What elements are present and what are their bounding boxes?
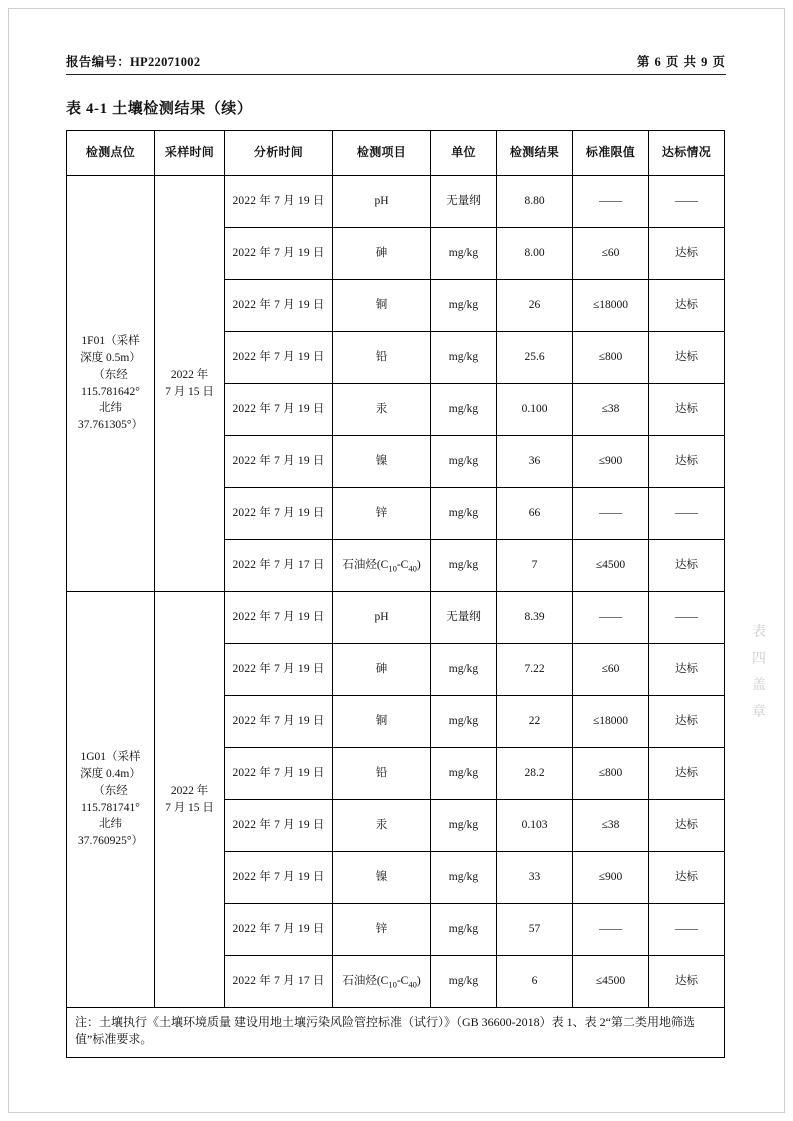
cell-item: pH xyxy=(333,176,431,228)
page-mid: 页 共 xyxy=(665,55,697,69)
cell-limit: ≤4500 xyxy=(573,540,649,592)
cell-limit: ≤18000 xyxy=(573,280,649,332)
cell-unit: mg/kg xyxy=(431,540,497,592)
margin-mark: 章 xyxy=(752,704,766,720)
document-header xyxy=(66,52,726,75)
report-number-value: HP22071002 xyxy=(130,55,201,69)
cell-status: —— xyxy=(649,592,725,644)
cell-result: 0.100 xyxy=(497,384,573,436)
cell-analysis-time: 2022 年 7 月 19 日 xyxy=(225,384,333,436)
site-line: 37.761305°） xyxy=(78,418,143,431)
site-line: 深度 0.5m） xyxy=(80,352,141,365)
cell-result: 33 xyxy=(497,852,573,904)
cell-item: 镍 xyxy=(333,436,431,488)
cell-item: 锌 xyxy=(333,488,431,540)
item-sub: 10 xyxy=(388,978,397,989)
cell-unit: mg/kg xyxy=(431,956,497,1008)
cell-item: 铅 xyxy=(333,332,431,384)
table-note: 注：土壤执行《土壤环境质量 建设用地土壤污染风险管控标准（试行）》（GB 36600-2018）表 1、表 2“第二类用地筛选值”标准要求。 xyxy=(67,1008,725,1058)
column-header-analysis-time: 分析时间 xyxy=(225,131,333,176)
cell-analysis-time: 2022 年 7 月 19 日 xyxy=(225,228,333,280)
cell-result: 28.2 xyxy=(497,748,573,800)
site-line: 115.781642° xyxy=(81,385,140,398)
cell-analysis-time: 2022 年 7 月 19 日 xyxy=(225,280,333,332)
page-content xyxy=(66,52,726,1058)
cell-status: 达标 xyxy=(649,540,725,592)
cell-limit: ≤60 xyxy=(573,228,649,280)
cell-status: 达标 xyxy=(649,852,725,904)
cell-limit: ≤18000 xyxy=(573,696,649,748)
margin-stamp-marks xyxy=(739,620,779,726)
cell-item: 铜 xyxy=(333,696,431,748)
cell-result: 0.103 xyxy=(497,800,573,852)
cell-result: 66 xyxy=(497,488,573,540)
margin-mark: 盖 xyxy=(752,678,766,694)
site-line: （东经 xyxy=(93,368,128,381)
sample-time-line: 7 月 15 日 xyxy=(165,801,214,814)
page-indicator xyxy=(637,52,726,70)
cell-status: 达标 xyxy=(649,280,725,332)
cell-unit: mg/kg xyxy=(431,384,497,436)
sample-time-line: 2022 年 xyxy=(170,368,209,381)
page-prefix: 第 xyxy=(636,55,651,69)
margin-mark: 四 xyxy=(752,651,766,667)
cell-result: 26 xyxy=(497,280,573,332)
cell-status: —— xyxy=(649,488,725,540)
cell-item: 锌 xyxy=(333,904,431,956)
column-header-site: 检测点位 xyxy=(67,131,155,176)
cell-status: —— xyxy=(649,176,725,228)
report-number xyxy=(66,52,200,70)
cell-analysis-time: 2022 年 7 月 17 日 xyxy=(225,540,333,592)
column-header-item: 检测项目 xyxy=(333,131,431,176)
cell-unit: mg/kg xyxy=(431,748,497,800)
cell-item: 汞 xyxy=(333,384,431,436)
cell-analysis-time: 2022 年 7 月 19 日 xyxy=(225,176,333,228)
cell-analysis-time: 2022 年 7 月 19 日 xyxy=(225,332,333,384)
cell-analysis-time: 2022 年 7 月 17 日 xyxy=(225,956,333,1008)
item-sub: 10 xyxy=(388,562,397,573)
column-header-limit: 标准限值 xyxy=(573,131,649,176)
cell-analysis-time: 2022 年 7 月 19 日 xyxy=(225,696,333,748)
cell-limit: —— xyxy=(573,176,649,228)
site-line: 深度 0.4m） xyxy=(80,768,141,781)
cell-unit: mg/kg xyxy=(431,488,497,540)
cell-item: pH xyxy=(333,592,431,644)
cell-result: 8.00 xyxy=(497,228,573,280)
cell-result: 8.39 xyxy=(497,592,573,644)
cell-item: 砷 xyxy=(333,644,431,696)
cell-sample-time xyxy=(155,176,225,592)
cell-status: 达标 xyxy=(649,748,725,800)
cell-analysis-time: 2022 年 7 月 19 日 xyxy=(225,644,333,696)
page-current: 6 xyxy=(654,55,662,69)
cell-unit: mg/kg xyxy=(431,644,497,696)
cell-limit: ≤900 xyxy=(573,436,649,488)
cell-item xyxy=(333,540,431,592)
cell-limit: ≤900 xyxy=(573,852,649,904)
site-line: 37.760925°） xyxy=(78,834,143,847)
cell-status: 达标 xyxy=(649,956,725,1008)
cell-status: 达标 xyxy=(649,644,725,696)
cell-unit: mg/kg xyxy=(431,228,497,280)
table-note-row xyxy=(67,1008,725,1058)
cell-limit: ≤800 xyxy=(573,748,649,800)
item-text: ) xyxy=(416,974,421,987)
site-line: 1G01（采样 xyxy=(80,751,141,764)
cell-status: 达标 xyxy=(649,384,725,436)
site-line: （东经 xyxy=(93,784,128,797)
cell-result: 25.6 xyxy=(497,332,573,384)
cell-item: 砷 xyxy=(333,228,431,280)
page-total: 9 xyxy=(701,55,709,69)
cell-analysis-time: 2022 年 7 月 19 日 xyxy=(225,748,333,800)
table-row xyxy=(67,176,725,228)
item-sub: 40 xyxy=(408,978,417,989)
item-sub: 40 xyxy=(408,562,417,573)
cell-analysis-time: 2022 年 7 月 19 日 xyxy=(225,852,333,904)
sample-time-line: 7 月 15 日 xyxy=(165,385,214,398)
cell-sample-time xyxy=(155,592,225,1008)
cell-result: 22 xyxy=(497,696,573,748)
cell-item: 镍 xyxy=(333,852,431,904)
cell-unit: mg/kg xyxy=(431,696,497,748)
cell-unit: 无量纲 xyxy=(431,176,497,228)
cell-unit: mg/kg xyxy=(431,904,497,956)
cell-unit: 无量纲 xyxy=(431,592,497,644)
sample-time-line: 2022 年 xyxy=(170,784,209,797)
item-text: -C xyxy=(396,558,409,571)
cell-status: 达标 xyxy=(649,800,725,852)
cell-item: 铅 xyxy=(333,748,431,800)
table-row xyxy=(67,592,725,644)
cell-unit: mg/kg xyxy=(431,280,497,332)
cell-limit: ≤800 xyxy=(573,332,649,384)
cell-site xyxy=(67,176,155,592)
site-line: 北纬 xyxy=(99,818,122,831)
cell-limit: —— xyxy=(573,488,649,540)
cell-item: 汞 xyxy=(333,800,431,852)
cell-result: 7.22 xyxy=(497,644,573,696)
cell-unit: mg/kg xyxy=(431,852,497,904)
site-line: 北纬 xyxy=(99,402,122,415)
item-text: 石油烃(C xyxy=(342,974,389,987)
cell-result: 57 xyxy=(497,904,573,956)
cell-limit: ≤4500 xyxy=(573,956,649,1008)
cell-result: 6 xyxy=(497,956,573,1008)
cell-status: —— xyxy=(649,904,725,956)
cell-limit: ≤38 xyxy=(573,384,649,436)
margin-mark: 表 xyxy=(752,625,766,640)
item-text: -C xyxy=(396,974,409,987)
column-header-status: 达标情况 xyxy=(649,131,725,176)
cell-unit: mg/kg xyxy=(431,436,497,488)
item-text: ) xyxy=(416,558,421,571)
cell-result: 7 xyxy=(497,540,573,592)
cell-status: 达标 xyxy=(649,696,725,748)
report-number-label: 报告编号： xyxy=(66,55,131,69)
table-header-row xyxy=(67,131,725,176)
cell-status: 达标 xyxy=(649,436,725,488)
column-header-result: 检测结果 xyxy=(497,131,573,176)
cell-result: 36 xyxy=(497,436,573,488)
site-line: 1F01（采样 xyxy=(81,335,140,348)
cell-unit: mg/kg xyxy=(431,800,497,852)
cell-result: 8.80 xyxy=(497,176,573,228)
cell-analysis-time: 2022 年 7 月 19 日 xyxy=(225,800,333,852)
column-header-unit: 单位 xyxy=(431,131,497,176)
cell-limit: ≤60 xyxy=(573,644,649,696)
soil-results-table xyxy=(66,130,725,1058)
page-suffix: 页 xyxy=(712,55,726,69)
cell-item xyxy=(333,956,431,1008)
cell-analysis-time: 2022 年 7 月 19 日 xyxy=(225,904,333,956)
column-header-sample-time: 采样时间 xyxy=(155,131,225,176)
cell-limit: ≤38 xyxy=(573,800,649,852)
cell-status: 达标 xyxy=(649,332,725,384)
cell-limit: —— xyxy=(573,592,649,644)
table-title: 表 4-1 土壤检测结果（续） xyxy=(66,101,253,117)
cell-analysis-time: 2022 年 7 月 19 日 xyxy=(225,436,333,488)
cell-limit: —— xyxy=(573,904,649,956)
site-line: 115.781741° xyxy=(81,801,140,814)
cell-analysis-time: 2022 年 7 月 19 日 xyxy=(225,488,333,540)
cell-item: 铜 xyxy=(333,280,431,332)
cell-analysis-time: 2022 年 7 月 19 日 xyxy=(225,592,333,644)
cell-status: 达标 xyxy=(649,228,725,280)
item-text: 石油烃(C xyxy=(342,558,389,571)
cell-site xyxy=(67,592,155,1008)
cell-unit: mg/kg xyxy=(431,332,497,384)
